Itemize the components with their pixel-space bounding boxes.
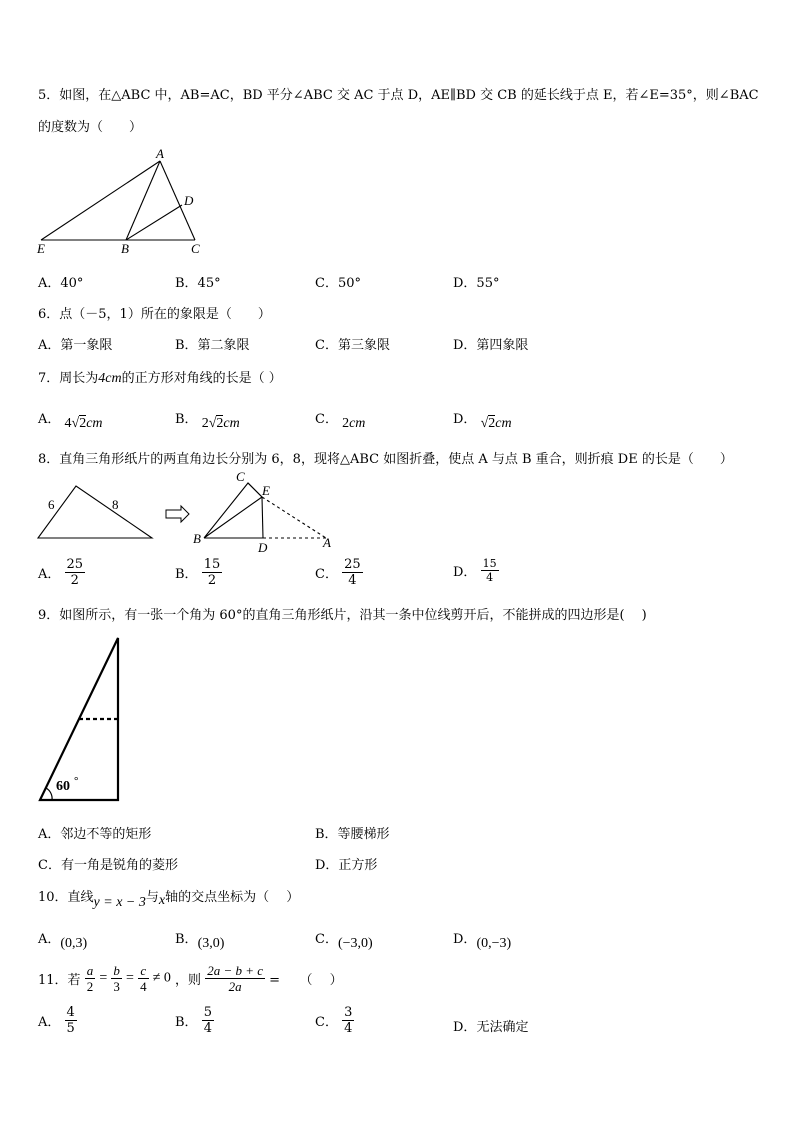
q5-option-b[interactable]: B．45° <box>175 276 221 291</box>
q7-option-d[interactable]: D． √2cm <box>453 412 512 431</box>
q6-option-a[interactable]: A．第一象限 <box>38 338 113 353</box>
q9-option-d[interactable]: D．正方形 <box>315 858 378 873</box>
q11-option-c[interactable]: C． $\frac{3}{4}$ <box>315 1005 353 1036</box>
q10-option-d[interactable]: D．(0,−3) <box>453 932 512 951</box>
q8-label-c: C <box>236 469 245 484</box>
q9-option-a[interactable]: A．邻边不等的矩形 <box>38 827 152 842</box>
q5-label-c: C <box>191 241 200 256</box>
q6-option-d[interactable]: D．第四象限 <box>453 338 529 353</box>
q11-option-d[interactable]: D．无法确定 <box>453 1020 529 1035</box>
q9-figure <box>34 634 130 806</box>
q7-stem: 7．周长为4cm的正方形对角线的长是（ ） <box>38 371 282 386</box>
q9-angle-label: 60 <box>56 779 70 794</box>
q8-side-8: 8 <box>112 497 119 512</box>
q5-label-b: B <box>121 241 129 256</box>
q5-figure <box>32 146 212 258</box>
q6-option-b[interactable]: B．第二象限 <box>175 338 250 353</box>
q5-label-a: A <box>156 146 164 161</box>
q8-label-a: A <box>323 535 331 550</box>
q7-option-c[interactable]: C． 2cm <box>315 412 366 431</box>
q5-option-a[interactable]: A．40° <box>38 276 84 291</box>
q7-option-b[interactable]: B． 2√2cm <box>175 412 240 431</box>
q8-side-6: 6 <box>48 497 55 512</box>
q8-label-e: E <box>262 483 270 498</box>
q8-option-b[interactable]: B． $\frac{15}{2}$ <box>175 557 221 588</box>
q8-stem: 8．直角三角形纸片的两直角边长分别为 6，8，现将△ABC 如图折叠，使点 A 与点 B 重合，则折痕 DE 的长是（ ） <box>38 452 733 467</box>
q5-option-c[interactable]: C．50° <box>315 276 361 291</box>
q5-label-d: D <box>184 193 194 208</box>
q10-option-a[interactable]: A．(0,3) <box>38 932 88 951</box>
q8-option-a[interactable]: A． $\frac{25}{2}$ <box>38 557 84 588</box>
q6-stem: 6．点（－5，1）所在的象限是（ ） <box>38 307 271 322</box>
q9-degree-sign: ° <box>74 775 79 787</box>
q9-stem: 9．如图所示，有一张一个角为 60°的直角三角形纸片，沿其一条中位线剪开后，不能拼成的四边形是( ) <box>38 608 647 623</box>
q7-option-a[interactable]: A． 4√2cm <box>38 412 103 431</box>
q9-option-b[interactable]: B．等腰梯形 <box>315 827 390 842</box>
q6-option-c[interactable]: C．第三象限 <box>315 338 390 353</box>
q8-option-d[interactable]: D． $\frac{15}{4}$ <box>453 557 497 584</box>
q9-option-c[interactable]: C．有一角是锐角的菱形 <box>38 858 178 873</box>
q8-label-b: B <box>193 531 201 546</box>
q11-stem: 11．若 $\frac{a}{2}$ = $\frac{b}{3}$ = $\frac{c}{4}$ ≠ 0 ，则 $\frac{2a - b + c}{2a}$ = （ ） <box>38 963 343 994</box>
q5-option-d[interactable]: D．55° <box>453 276 500 291</box>
q11-option-a[interactable]: A． $\frac{4}{5}$ <box>38 1005 75 1036</box>
q8-option-c[interactable]: C． $\frac{25}{4}$ <box>315 557 361 588</box>
q8-label-d: D <box>258 540 268 555</box>
q10-stem: 10．直线y = x − 3与x轴的交点坐标为（ ） <box>38 890 300 910</box>
q10-option-b[interactable]: B．(3,0) <box>175 932 225 951</box>
q5-stem-line2: 的度数为（ ） <box>38 120 143 135</box>
svg-text:60° <box>56 775 78 794</box>
q11-option-b[interactable]: B． $\frac{5}{4}$ <box>175 1005 212 1036</box>
q8-figure <box>36 468 346 556</box>
q5-label-e: E <box>37 241 45 256</box>
q5-stem-line1: 5．如图，在△ABC 中，AB=AC，BD 平分∠ABC 交 AC 于点 D，AE∥BD 交 CB 的延长线于点 E，若∠E=35°，则∠BAC <box>38 88 759 103</box>
q10-option-c[interactable]: C．(−3,0) <box>315 932 373 951</box>
